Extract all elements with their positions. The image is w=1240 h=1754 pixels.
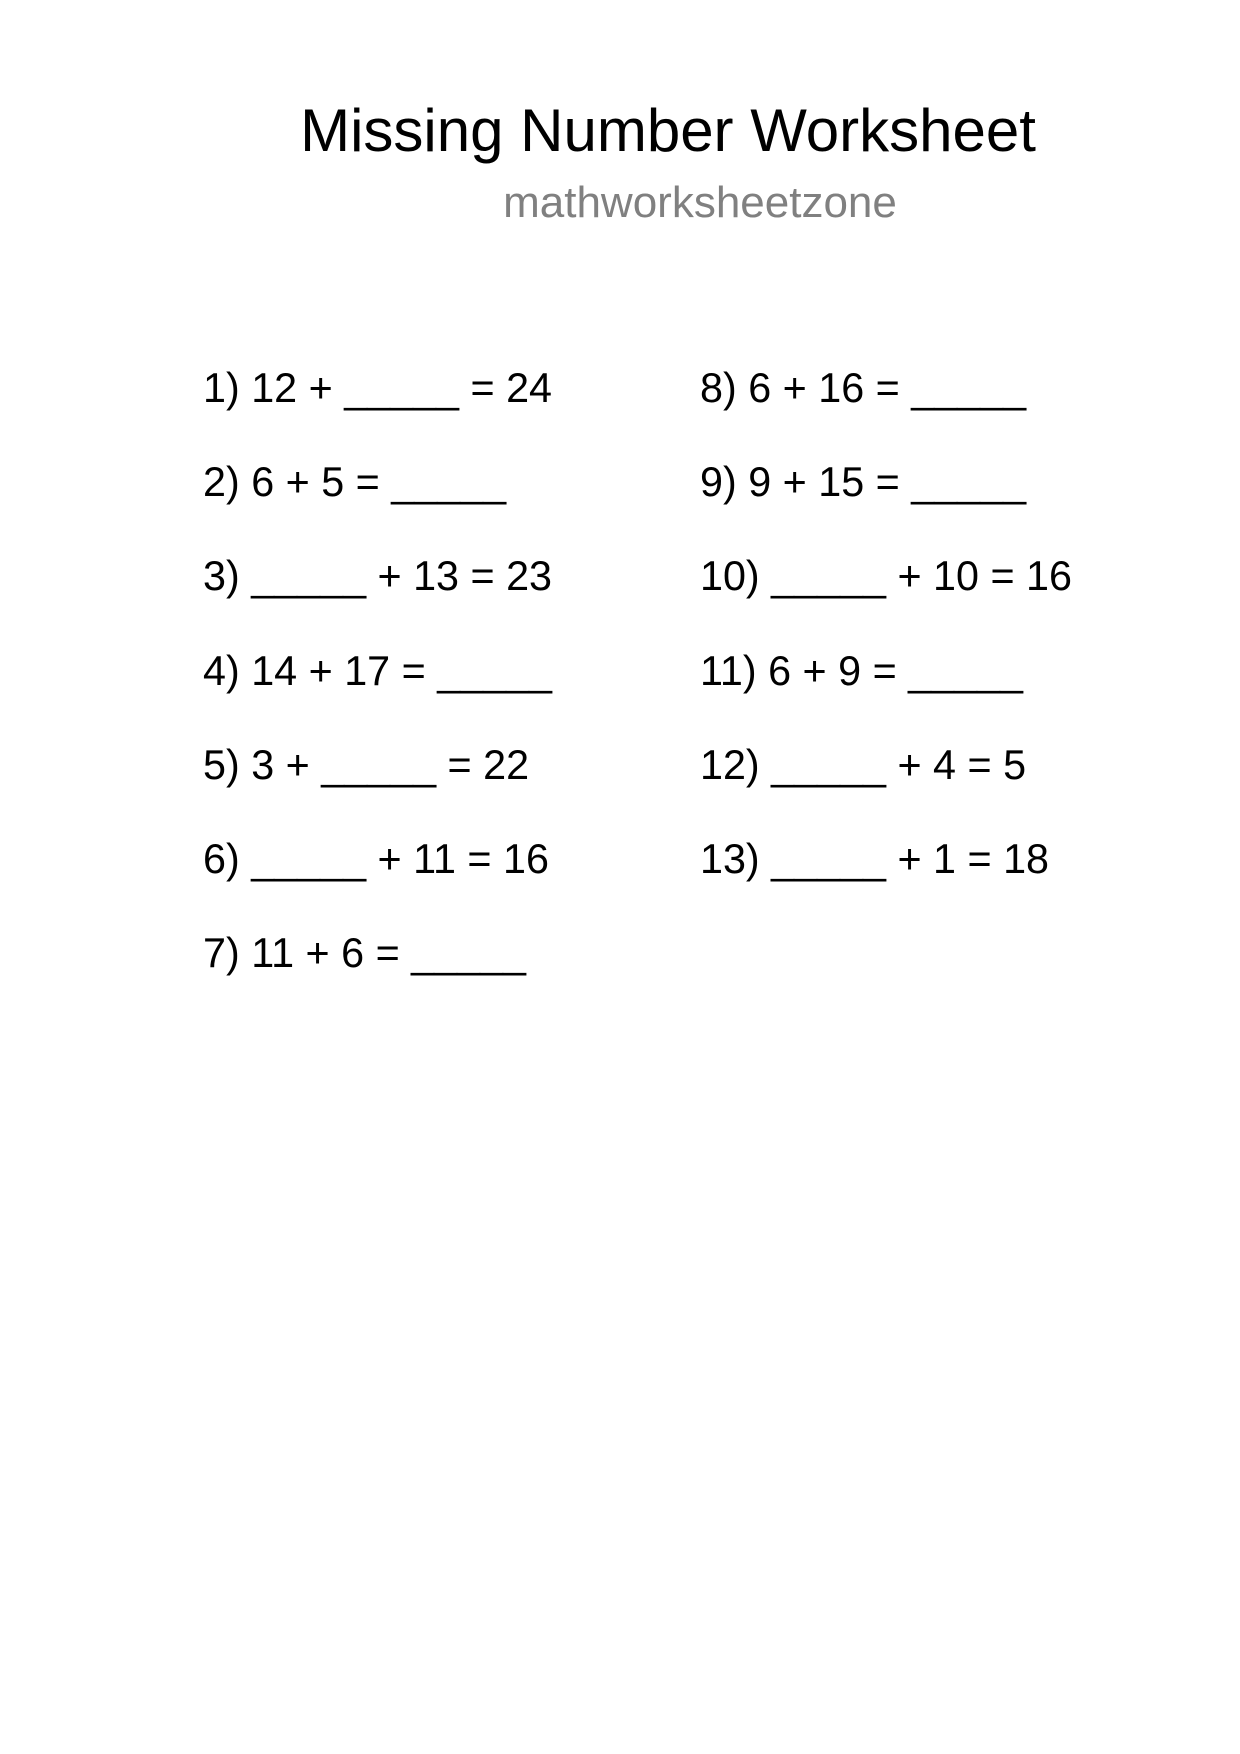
problem-7: 7) 11 + 6 = _____ <box>203 930 526 977</box>
page-title: Missing Number Worksheet <box>300 97 1036 164</box>
problem-10: 10) _____ + 10 = 16 <box>700 553 1072 600</box>
problem-1: 1) 12 + _____ = 24 <box>203 365 553 411</box>
problem-6: 6) _____ + 11 = 16 <box>203 835 549 882</box>
problem-3: 3) _____ + 13 = 23 <box>203 553 553 600</box>
problem-column-left <box>203 341 552 1000</box>
site-name: mathworksheetzone <box>503 178 897 227</box>
problem-11: 11) 6 + 9 = _____ <box>700 647 1023 694</box>
problem-8: 8) 6 + 16 = _____ <box>700 365 1027 411</box>
problem-9: 9) 9 + 15 = _____ <box>700 459 1027 506</box>
problem-5: 5) 3 + _____ = 22 <box>203 741 530 788</box>
problem-4: 4) 14 + 17 = _____ <box>203 647 553 694</box>
problem-12: 12) _____ + 4 = 5 <box>700 741 1027 788</box>
problem-13: 13) _____ + 1 = 18 <box>700 835 1050 882</box>
problem-column-right <box>700 341 1072 906</box>
problem-2: 2) 6 + 5 = _____ <box>203 459 507 506</box>
